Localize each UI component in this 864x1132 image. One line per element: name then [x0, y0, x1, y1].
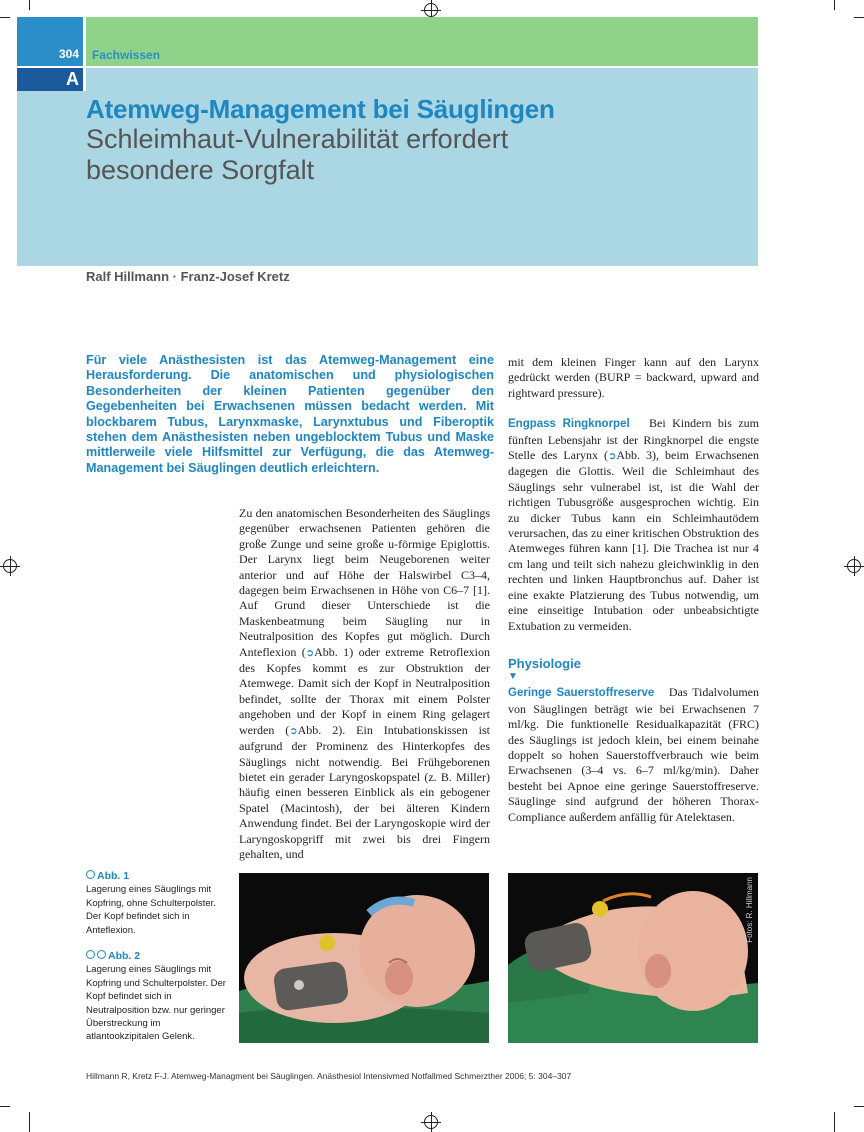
registration-mark-icon — [3, 559, 17, 573]
caption-label: Abb. 1 — [97, 870, 130, 882]
header-bar — [86, 17, 758, 66]
crop-mark — [0, 17, 10, 18]
text-run: Das Tidalvolumen von Säuglingen beträgt wie bei Erwachsenen 7 ml/kg. Die funktionelle Residualkapazität (FRC) des Säuglings ist jedoch klein, bei einem beinahe doppelt so hohen Sauerstoffverbrauch wie beim Erwachsenen (3–4 vs. 6–7 ml/kg/min). Daher besteht bei Apnoe eine geringe Sauerstoffreserve. Säuglinge sind aufgrund der höheren Thorax-Compliance außerdem anfällig für Atelektasen. — [508, 685, 760, 824]
figure-marker-icon — [97, 950, 106, 959]
page-number: 304 — [58, 47, 79, 61]
body-paragraph — [508, 685, 759, 825]
registration-mark-icon — [424, 1115, 438, 1129]
crop-mark — [854, 1106, 864, 1107]
text-run: ) oder extreme Retroflexion des Kopfes kommt es zur Obstruktion der Atemwege. Damit sich der Kopf in Neutralposition befindet, sollte der Thorax mit einem Polster angehoben und der Kopf in einem Ring gelagert werden ( — [239, 644, 490, 737]
article-title: Atemweg-Management bei Säuglingen — [86, 94, 555, 124]
infant-photo-illustration — [508, 873, 758, 1043]
text-run: Bei Kindern bis zum fünften Lebensjahr ist der Ringknorpel die engste Stelle des Larynx ( — [508, 416, 760, 463]
runin-heading: Engpass Ringknorpel — [508, 418, 630, 431]
figure-caption-1 — [86, 870, 226, 937]
citation-footer: Hillmann R, Kretz F-J. Atemweg-Managment bei Säuglingen. Anästhesiol Intensivmed Notfallmed Schmerzther 2006; 5: 304–307 — [86, 1071, 572, 1081]
figure-ref-icon: ➲ — [305, 647, 315, 659]
caption-title — [86, 950, 226, 963]
figure-ref-icon: ➲ — [289, 725, 298, 737]
title-panel-left — [17, 91, 86, 266]
crop-mark — [29, 1112, 30, 1132]
figure-ref-link[interactable]: Abb. 3 — [616, 448, 653, 463]
figure-photo-2 — [508, 873, 758, 1043]
crop-mark — [854, 17, 864, 18]
figure-caption-2 — [86, 950, 226, 1044]
crop-mark — [834, 0, 835, 10]
body-paragraph: mit dem kleinen Finger kann auf den Larynx gedrückt werden (BURP = backward, upward and rightward pressure). — [508, 355, 759, 400]
figure-ref-link[interactable]: Abb. 1 — [314, 644, 350, 659]
caption-text: Lagerung eines Säuglings mit Kopfring und Schulterpolster. Der Kopf befindet sich in Neutralposition bzw. nur geringer Überstreckung im atlantookzipitalen Gelenk. — [86, 964, 226, 1043]
crop-mark — [834, 1112, 835, 1132]
crop-mark — [29, 0, 30, 10]
figure-ref-icon: ➲ — [607, 451, 617, 463]
body-paragraph — [239, 506, 490, 862]
body-column-middle — [239, 506, 490, 862]
article-subtitle — [86, 124, 686, 186]
figure-marker-icon — [86, 950, 95, 959]
body-column-right — [508, 355, 759, 825]
caption-title — [86, 870, 226, 883]
body-paragraph — [508, 416, 759, 634]
crop-mark — [0, 1106, 10, 1107]
figure-marker-icon — [86, 870, 95, 879]
text-run: ). Ein Intubationskissen ist aufgrund der Prominenz des Hinterkopfes des Säuglings nicht notwendig. Bei Frühgeborenen bietet ein gerader Laryngoskopspatel (z. B. Miller) häufig einen besseren Einblick als ein gebogener Spatel (Macintosh), der bei älteren Kindern Anwendung findet. Bei der Laryngoskopie wird der Laryngoskopgriff mit zwei bis drei Fingern gehalten, und — [239, 722, 491, 861]
figure-ref-link[interactable]: Abb. 2 — [297, 722, 339, 737]
section-label: Fachwissen — [92, 48, 161, 62]
section-letter: A — [66, 69, 79, 89]
photo-credit: Fotos: R. Hillmann — [745, 877, 754, 943]
subtitle-line: besondere Sorgfalt — [86, 155, 315, 185]
infant-photo-illustration — [239, 873, 489, 1043]
text-run: Zu den anatomischen Besonderheiten des Säuglings gegenüber erwachsenen Patienten gehören die große Zunge und seine große u-förmige Epiglottis. Der Larynx liegt beim Neugeborenen weiter anterior und auf Höhe der Halswirbel C3–4, dagegen beim Erwachsenen in Höhe von C6–7 [1]. Auf Grund dieser Unterschiede ist die Maskenbeatmung beim Säugling nur in Neutralposition des Kopfes gut möglich. Durch Anteflexion ( — [239, 506, 490, 659]
text-run: ), beim Erwachsenen dagegen die Glottis. Weil die Schleimhaut des Säuglings sehr vulnerabel ist, ist die Wahl der richtigen Tubusgröße ausgesprochen wichtig. Ein zu dicker Tubus kann ein Schleimhautödem verursachen, das zu einer kritischen Obstruktion des Atemweges führen kann [1]. Die Trachea ist nur 4 cm lang und teilt sich nahezu gleichwinklig in den rechten und linken Hauptbronchus auf. Daher ist eine exakte Platzierung des Tubus notwendig, um eine einseitige Intubation oder unbeabsichtigte Extubation zu vermeiden. — [508, 448, 759, 633]
runin-heading: Geringe Sauerstoffreserve — [508, 687, 655, 700]
figure-photo-1 — [239, 873, 489, 1043]
caption-label: Abb. 2 — [108, 950, 141, 962]
authors: Ralf Hillmann · Franz-Josef Kretz — [86, 269, 290, 284]
intro-abstract: Für viele Anästhesisten ist das Atemweg-Management eine Herausforderung. Die anatomischen und physiologischen Besonderheiten der kleinen Patienten gegenüber den Gegebenheiten bei Erwachsenen müssen bedacht werden. Mit blockbarem Tubus, Larynxmaske, Larynxtubus und Fiberoptik stehen dem Anästhesisten neben ungeblocktem Tubus und Maske mittlerweile viele Hilfsmittel zur Verfügung, die das Atemweg-Management bei Säuglingen deutlich erleichtern. — [86, 353, 494, 475]
triangle-down-icon: ▼ — [508, 671, 518, 683]
caption-text: Lagerung eines Säuglings mit Kopfring, ohne Schulterpolster. Der Kopf befindet sich in Anteflexion. — [86, 884, 216, 936]
registration-mark-icon — [424, 3, 438, 17]
registration-mark-icon — [847, 559, 861, 573]
subtitle-line: Schleimhaut-Vulnerabilität erfordert — [86, 124, 509, 154]
section-heading: Physiologie — [508, 655, 581, 671]
